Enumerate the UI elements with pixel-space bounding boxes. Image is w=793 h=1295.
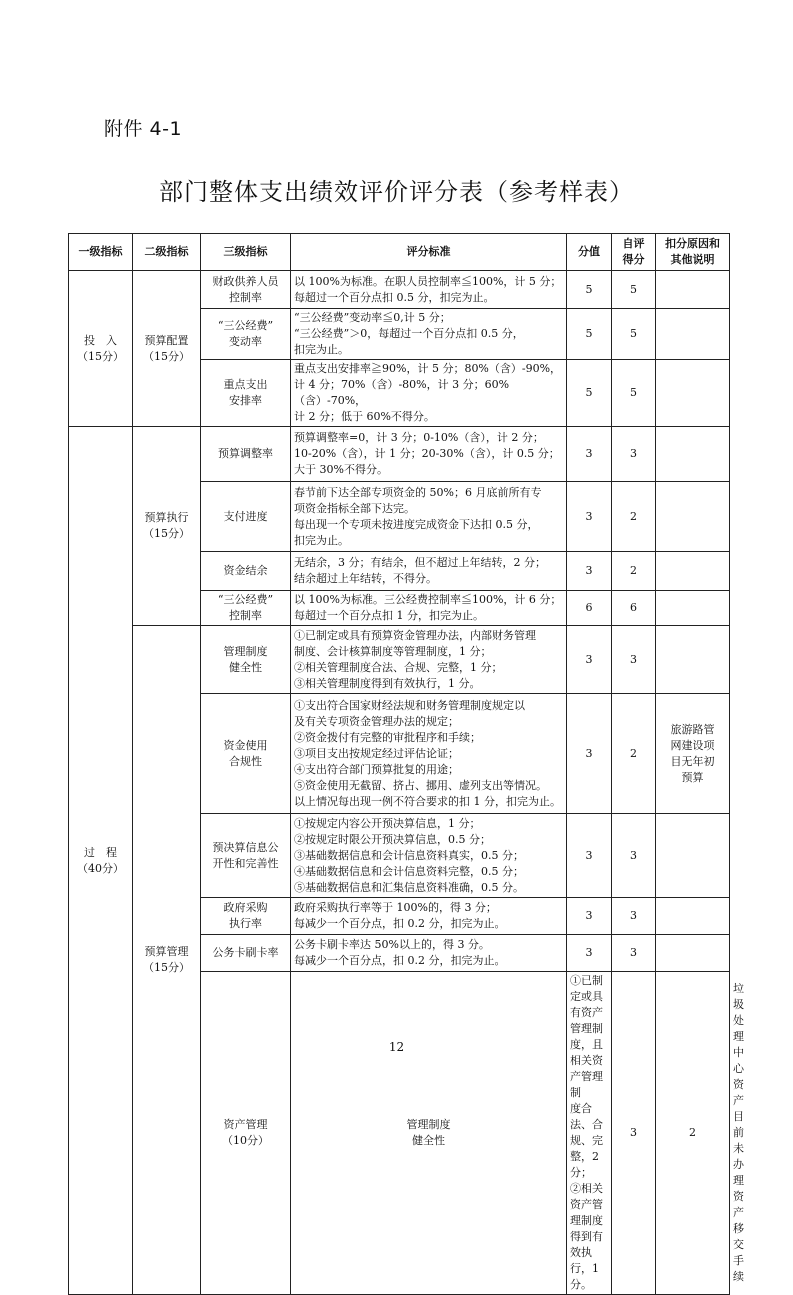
self-score-cell: 2 xyxy=(656,972,730,1295)
score-cell: 3 xyxy=(567,552,612,591)
level3-cell: 预算调整率 xyxy=(201,427,291,482)
standard-cell: ①按规定内容公开预决算信息，1 分； ②按规定时限公开预决算信息，0.5 分； ③基础数据信息和会计信息资料真实，0.5 分； ④基础数据信息和会计信息资料完整，0.5 分； ⑤基础数据信息和汇集信息资料准确，0.5 分。 xyxy=(291,814,567,898)
reason-cell xyxy=(656,552,730,591)
self-score-cell: 2 xyxy=(612,552,656,591)
level1-input: 投 入 （15分） xyxy=(69,271,133,427)
self-score-cell: 6 xyxy=(612,591,656,626)
score-cell: 5 xyxy=(567,309,612,360)
page-number: 12 xyxy=(388,1040,405,1054)
table-row xyxy=(69,626,730,694)
self-score-cell: 5 xyxy=(612,360,656,427)
table-row xyxy=(69,271,730,309)
reason-cell: 旅游路管 网建设项 目无年初 预算 xyxy=(656,694,730,814)
reason-cell xyxy=(656,360,730,427)
header-deduction-reason: 扣分原因和 其他说明 xyxy=(656,234,730,271)
table-row: 资产管理 （10分） 管理制度 健全性 ①已制定或具有资产管理制度，且相关资产管理制 度合法、合规、完整，2 分； ②相关资产管理制度得到有效执行，1 分。 3 2 垃圾处理 中心资产 目前未办 理资产移 交手续 xyxy=(69,972,730,1295)
self-score-cell: 2 xyxy=(612,482,656,552)
reason-cell xyxy=(656,271,730,309)
reason-cell xyxy=(656,626,730,694)
standard-cell: 重点支出安排率≧90%，计 5 分；80%（含）-90%， 计 4 分；70%（含）-80%，计 3 分；60%（含）-70%， 计 2 分；低于 60%不得分。 xyxy=(291,360,567,427)
level3-cell: 财政供养人员 控制率 xyxy=(201,271,291,309)
reason-cell xyxy=(656,309,730,360)
header-score: 分值 xyxy=(567,234,612,271)
self-score-cell: 3 xyxy=(612,626,656,694)
reason-cell xyxy=(656,898,730,935)
score-cell: 6 xyxy=(567,591,612,626)
evaluation-score-table xyxy=(68,233,744,1295)
table-header-row xyxy=(69,234,730,271)
self-score-cell: 2 xyxy=(612,694,656,814)
standard-cell: 政府采购执行率等于 100%的，得 3 分； 每减少一个百分点，扣 0.2 分，扣完为止。 xyxy=(291,898,567,935)
self-score-cell: 3 xyxy=(612,935,656,972)
level3-cell: 资金使用 合规性 xyxy=(201,694,291,814)
standard-cell: 无结余，3 分；有结余，但不超过上年结转，2 分； 结余超过上年结转，不得分。 xyxy=(291,552,567,591)
score-cell: 5 xyxy=(567,271,612,309)
self-score-cell: 5 xyxy=(612,309,656,360)
level3-cell: 管理制度 健全性 xyxy=(201,626,291,694)
score-cell: 3 xyxy=(567,482,612,552)
standard-cell: ①支出符合国家财经法规和财务管理制度规定以 及有关专项资金管理办法的规定； ②资金拨付有完整的审批程序和手续； ③项目支出按规定经过评估论证； ④支出符合部门预算批复的用途； ⑤资金使用无截留、挤占、挪用、虚列支出等情况。 以上情况每出现一例不符合要求的扣 1 分，扣完为止。 xyxy=(291,694,567,814)
score-cell: 5 xyxy=(567,360,612,427)
self-score-cell: 3 xyxy=(612,898,656,935)
self-score-cell: 3 xyxy=(612,427,656,482)
header-level1: 一级指标 xyxy=(69,234,133,271)
score-cell: 3 xyxy=(567,626,612,694)
standard-cell: 春节前下达全部专项资金的 50%；6 月底前所有专 项资金指标全部下达完。 每出现一个专项未按进度完成资金下达扣 0.5 分， 扣完为止。 xyxy=(291,482,567,552)
score-cell: 3 xyxy=(612,972,656,1295)
level2-budget-alloc: 预算配置 （15分） xyxy=(133,271,201,427)
level3-cell: “三公经费” 控制率 xyxy=(201,591,291,626)
level2-asset-mgmt: 资产管理 （10分） xyxy=(201,972,291,1295)
score-cell: 3 xyxy=(567,814,612,898)
header-self-score: 自评 得分 xyxy=(612,234,656,271)
level3-cell: 重点支出 安排率 xyxy=(201,360,291,427)
level3-cell: “三公经费” 变动率 xyxy=(201,309,291,360)
score-cell: 3 xyxy=(567,898,612,935)
standard-cell: ①已制定或具有资产管理制度，且相关资产管理制 度合法、合规、完整，2 分； ②相关资产管理制度得到有效执行，1 分。 xyxy=(567,972,612,1295)
self-score-cell: 3 xyxy=(612,814,656,898)
level2-budget-exec: 预算执行 （15分） xyxy=(133,427,201,626)
level3-cell: 公务卡刷卡率 xyxy=(201,935,291,972)
standard-cell: 以 100%为标准。三公经费控制率≦100%，计 6 分； 每超过一个百分点扣 1 分，扣完为止。 xyxy=(291,591,567,626)
attachment-label: 附件 4-1 xyxy=(104,118,183,140)
reason-cell xyxy=(656,482,730,552)
level1-process: 过 程 （40分） xyxy=(69,427,133,1295)
score-cell: 3 xyxy=(567,694,612,814)
standard-cell: “三公经费”变动率≦0,计 5 分； “三公经费”＞0，每超过一个百分点扣 0.5 分， 扣完为止。 xyxy=(291,309,567,360)
reason-cell xyxy=(656,935,730,972)
header-standard: 评分标准 xyxy=(291,234,567,271)
header-level3: 三级指标 xyxy=(201,234,291,271)
standard-cell: 公务卡刷卡率达 50%以上的，得 3 分。 每减少一个百分点，扣 0.2 分，扣完为止。 xyxy=(291,935,567,972)
level2-budget-mgmt: 预算管理 （15分） xyxy=(133,626,201,1295)
level3-cell: 政府采购 执行率 xyxy=(201,898,291,935)
page-title: 部门整体支出绩效评价评分表（参考样表） xyxy=(159,178,634,206)
standard-cell: 以 100%为标准。在职人员控制率≦100%，计 5 分； 每超过一个百分点扣 0.5 分，扣完为止。 xyxy=(291,271,567,309)
level3-cell: 管理制度 健全性 xyxy=(291,972,567,1295)
standard-cell: 预算调整率=0，计 3 分；0-10%（含），计 2 分； 10-20%（含），计 1 分；20-30%（含），计 0.5 分； 大于 30%不得分。 xyxy=(291,427,567,482)
reason-cell xyxy=(656,427,730,482)
level3-cell: 预决算信息公 开性和完善性 xyxy=(201,814,291,898)
level3-cell: 支付进度 xyxy=(201,482,291,552)
level3-cell: 资金结余 xyxy=(201,552,291,591)
score-cell: 3 xyxy=(567,935,612,972)
score-cell: 3 xyxy=(567,427,612,482)
reason-cell xyxy=(656,591,730,626)
standard-cell: ①已制定或具有预算资金管理办法，内部财务管理 制度、会计核算制度等管理制度，1 分； ②相关管理制度合法、合规、完整，1 分； ③相关管理制度得到有效执行，1 分。 xyxy=(291,626,567,694)
header-level2: 二级指标 xyxy=(133,234,201,271)
reason-cell xyxy=(656,814,730,898)
table-row xyxy=(69,427,730,482)
self-score-cell: 5 xyxy=(612,271,656,309)
